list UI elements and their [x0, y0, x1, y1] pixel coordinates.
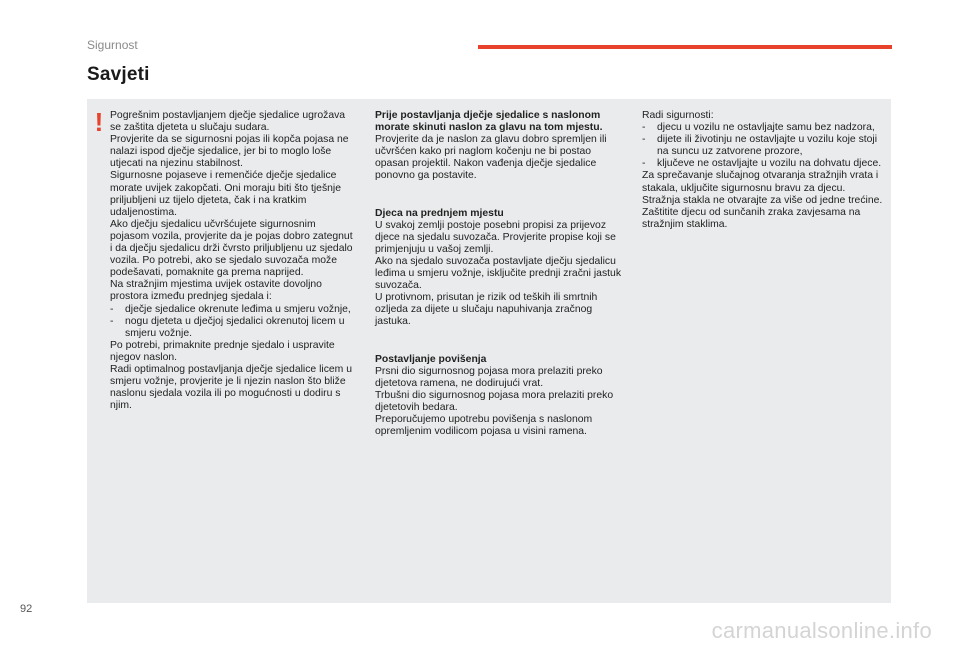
- list-item: - nogu djeteta u dječjoj sjedalici okrenutoj licem u smjeru vožnje.: [110, 315, 345, 339]
- column-3: [642, 110, 884, 231]
- paragraph: Preporučujemo upotrebu povišenja s naslonom opremljenim vodilicom pojasa u visini ramena.: [375, 413, 593, 438]
- list-item: - dijete ili životinju ne ostavljajte u vozilu koje stoji na suncu uz zatvorene prozore,: [642, 134, 878, 158]
- paragraph: Prsni dio sigurnosnog pojasa mora prelaziti preko djetetova ramena, ne dodirujući vrat.: [375, 365, 603, 389]
- paragraph: Pogrešnim postavljanjem dječje sjedalice ugrožava se zaštita djeteta u slučaju sudara.: [110, 110, 346, 134]
- accent-bar: [478, 45, 892, 49]
- paragraph: U svakoj zemlji postoje posebni propisi za prijevoz djece na sjedalu suvozača. Provjerite propise koji se primjenjuju u vašoj zemlji.: [375, 219, 616, 255]
- paragraph: Radi optimalnog postavljanja dječje sjedalice licem u smjeru vožnje, provjerite je li njezin naslon što bliže naslonu sjedala vozila ili po mogućnosti u dodiru s njim.: [110, 363, 353, 412]
- watermark: carmanualsonline.info: [711, 618, 932, 643]
- section-heading: Prije postavljanja dječje sjedalice s naslonom morate skinuti naslon za glavu na tom mjestu.: [375, 110, 603, 134]
- column-1: [110, 110, 356, 412]
- list-item: - dječje sjedalice okrenute leđima u smjeru vožnje,: [110, 303, 351, 315]
- paragraph: Stražnja stakla ne otvarajte za više od jedne trećine.: [642, 194, 883, 206]
- paragraph: Trbušni dio sigurnosnog pojasa mora prelaziti preko djetetovih bedara.: [375, 389, 614, 413]
- section-heading: Djeca na prednjem mjestu: [375, 207, 504, 219]
- paragraph: Provjerite da se sigurnosni pojas ili kopča pojasa ne nalazi ispod dječje sjedalice, jer bi to moglo loše utjecati na njezinu stabilnost.: [110, 134, 349, 170]
- paragraph: Ako na sjedalo suvozača postavljate dječju sjedalicu leđima u smjeru vožnje, isključite prednji zračni jastuk suvozača.: [375, 255, 622, 292]
- paragraph: Radi sigurnosti:: [642, 110, 714, 121]
- list-item: - djecu u vozilu ne ostavljajte samu bez nadzora,: [642, 122, 875, 134]
- page-number: 92: [20, 603, 33, 615]
- page-title: Savjeti: [87, 64, 150, 85]
- exclamation-warning-icon: !: [94, 107, 104, 137]
- paragraph: Ako dječju sjedalicu učvršćujete sigurnosnim pojasom vozila, provjerite da je pojas dobro zategnut i da dječju sjedalicu drži čvrsto priljubljenu uz sjedalo vozila. Po potrebi, ako se sjedalo suvozača može podešavati, pomaknite ga prema naprijed.: [110, 218, 353, 279]
- paragraph: Sigurnosne pojaseve i remenčiće dječje sjedalice morate uvijek zakopčati. Oni moraju biti što tješnje priljubljeni uz tijelo djeteta, čak i na kratkim udaljenostima.: [110, 170, 342, 218]
- paragraph: Provjerite da je naslon za glavu dobro spremljen ili učvršćen kako pri naglom kočenju ne bi postao opasan projektil. Nakon vađenja dječje sjedalice ponovno ga postavite.: [375, 134, 607, 182]
- paragraph: Po potrebi, primaknite prednje sjedalo i uspravite njegov naslon.: [110, 339, 335, 363]
- paragraph: Na stražnjim mjestima uvijek ostavite dovoljno prostora između prednjeg sjedala i:: [110, 279, 322, 303]
- paragraph: U protivnom, prisutan je rizik od teških ili smrtnih ozljeda za dijete u slučaju napuhivanja zračnog jastuka.: [375, 292, 598, 328]
- section-heading: Postavljanje povišenja: [375, 353, 487, 365]
- column-2: [375, 110, 625, 438]
- paragraph: Zaštitite djecu od sunčanih zraka zavjesama na stražnjim staklima.: [642, 206, 861, 230]
- section-label: Sigurnost: [87, 38, 138, 52]
- paragraph: Za sprečavanje slučajnog otvaranja stražnjih vrata i stakala, uključite sigurnosnu bravu za djecu.: [642, 170, 879, 194]
- list-item: - ključeve ne ostavljajte u vozilu na dohvatu djece.: [642, 158, 882, 170]
